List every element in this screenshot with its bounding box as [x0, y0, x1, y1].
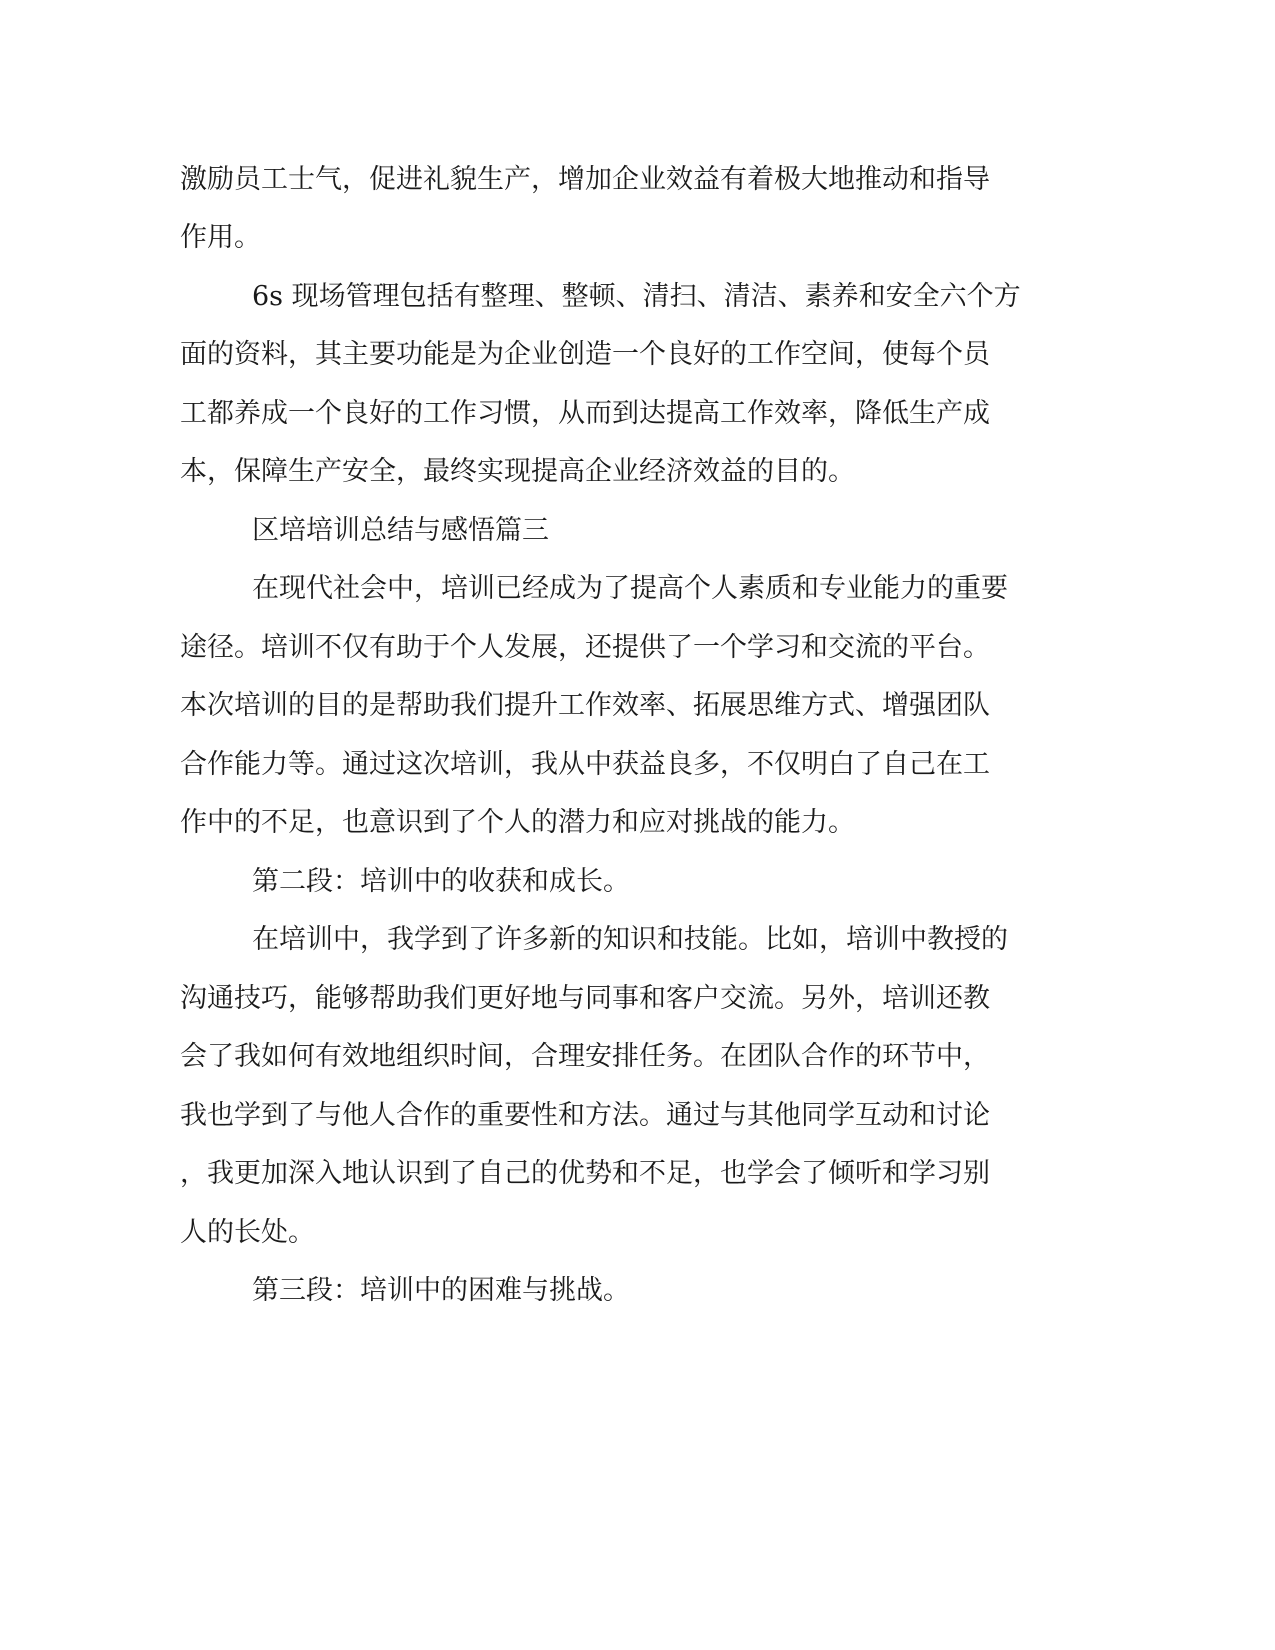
text-line: 本次培训的目的是帮助我们提升工作效率、拓展思维方式、增强团队: [180, 690, 990, 721]
text-line: 合作能力等。通过这次培训，我从中获益良多，不仅明白了自己在工: [180, 749, 990, 780]
text-line: 沟通技巧，能够帮助我们更好地与同事和客户交流。另外，培训还教: [180, 983, 990, 1014]
text-line: 途径。培训不仅有助于个人发展，还提供了一个学习和交流的平台。: [180, 632, 990, 663]
text-line: 人的长处。: [180, 1217, 315, 1248]
text-line: 在现代社会中，培训已经成为了提高个人素质和专业能力的重要: [252, 573, 1008, 604]
text-line: 激励员工士气，促进礼貌生产，增加企业效益有着极大地推动和指导: [180, 164, 990, 195]
text-line: 会了我如何有效地组织时间，合理安排任务。在团队合作的环节中，: [180, 1041, 990, 1072]
text-line: ，我更加深入地认识到了自己的优势和不足，也学会了倾听和学习别: [180, 1158, 990, 1189]
text-line: 本，保障生产安全，最终实现提高企业经济效益的目的。: [180, 456, 855, 487]
text-line: 作中的不足，也意识到了个人的潜力和应对挑战的能力。: [180, 807, 855, 838]
text-line: 6s 现场管理包括有整理、整顿、清扫、清洁、素养和安全六个方: [252, 281, 1021, 312]
text-line: 在培训中，我学到了许多新的知识和技能。比如，培训中教授的: [252, 924, 1008, 955]
text-line: 我也学到了与他人合作的重要性和方法。通过与其他同学互动和讨论: [180, 1100, 990, 1131]
section-heading: 第二段：培训中的收获和成长。: [252, 866, 630, 897]
text-line: 工都养成一个良好的工作习惯，从而到达提高工作效率，降低生产成: [180, 398, 990, 429]
section-heading: 区培培训总结与感悟篇三: [252, 515, 549, 546]
section-heading: 第三段：培训中的困难与挑战。: [252, 1275, 630, 1306]
text-line: 作用。: [180, 222, 261, 253]
text-line: 面的资料，其主要功能是为企业创造一个良好的工作空间，使每个员: [180, 339, 990, 370]
